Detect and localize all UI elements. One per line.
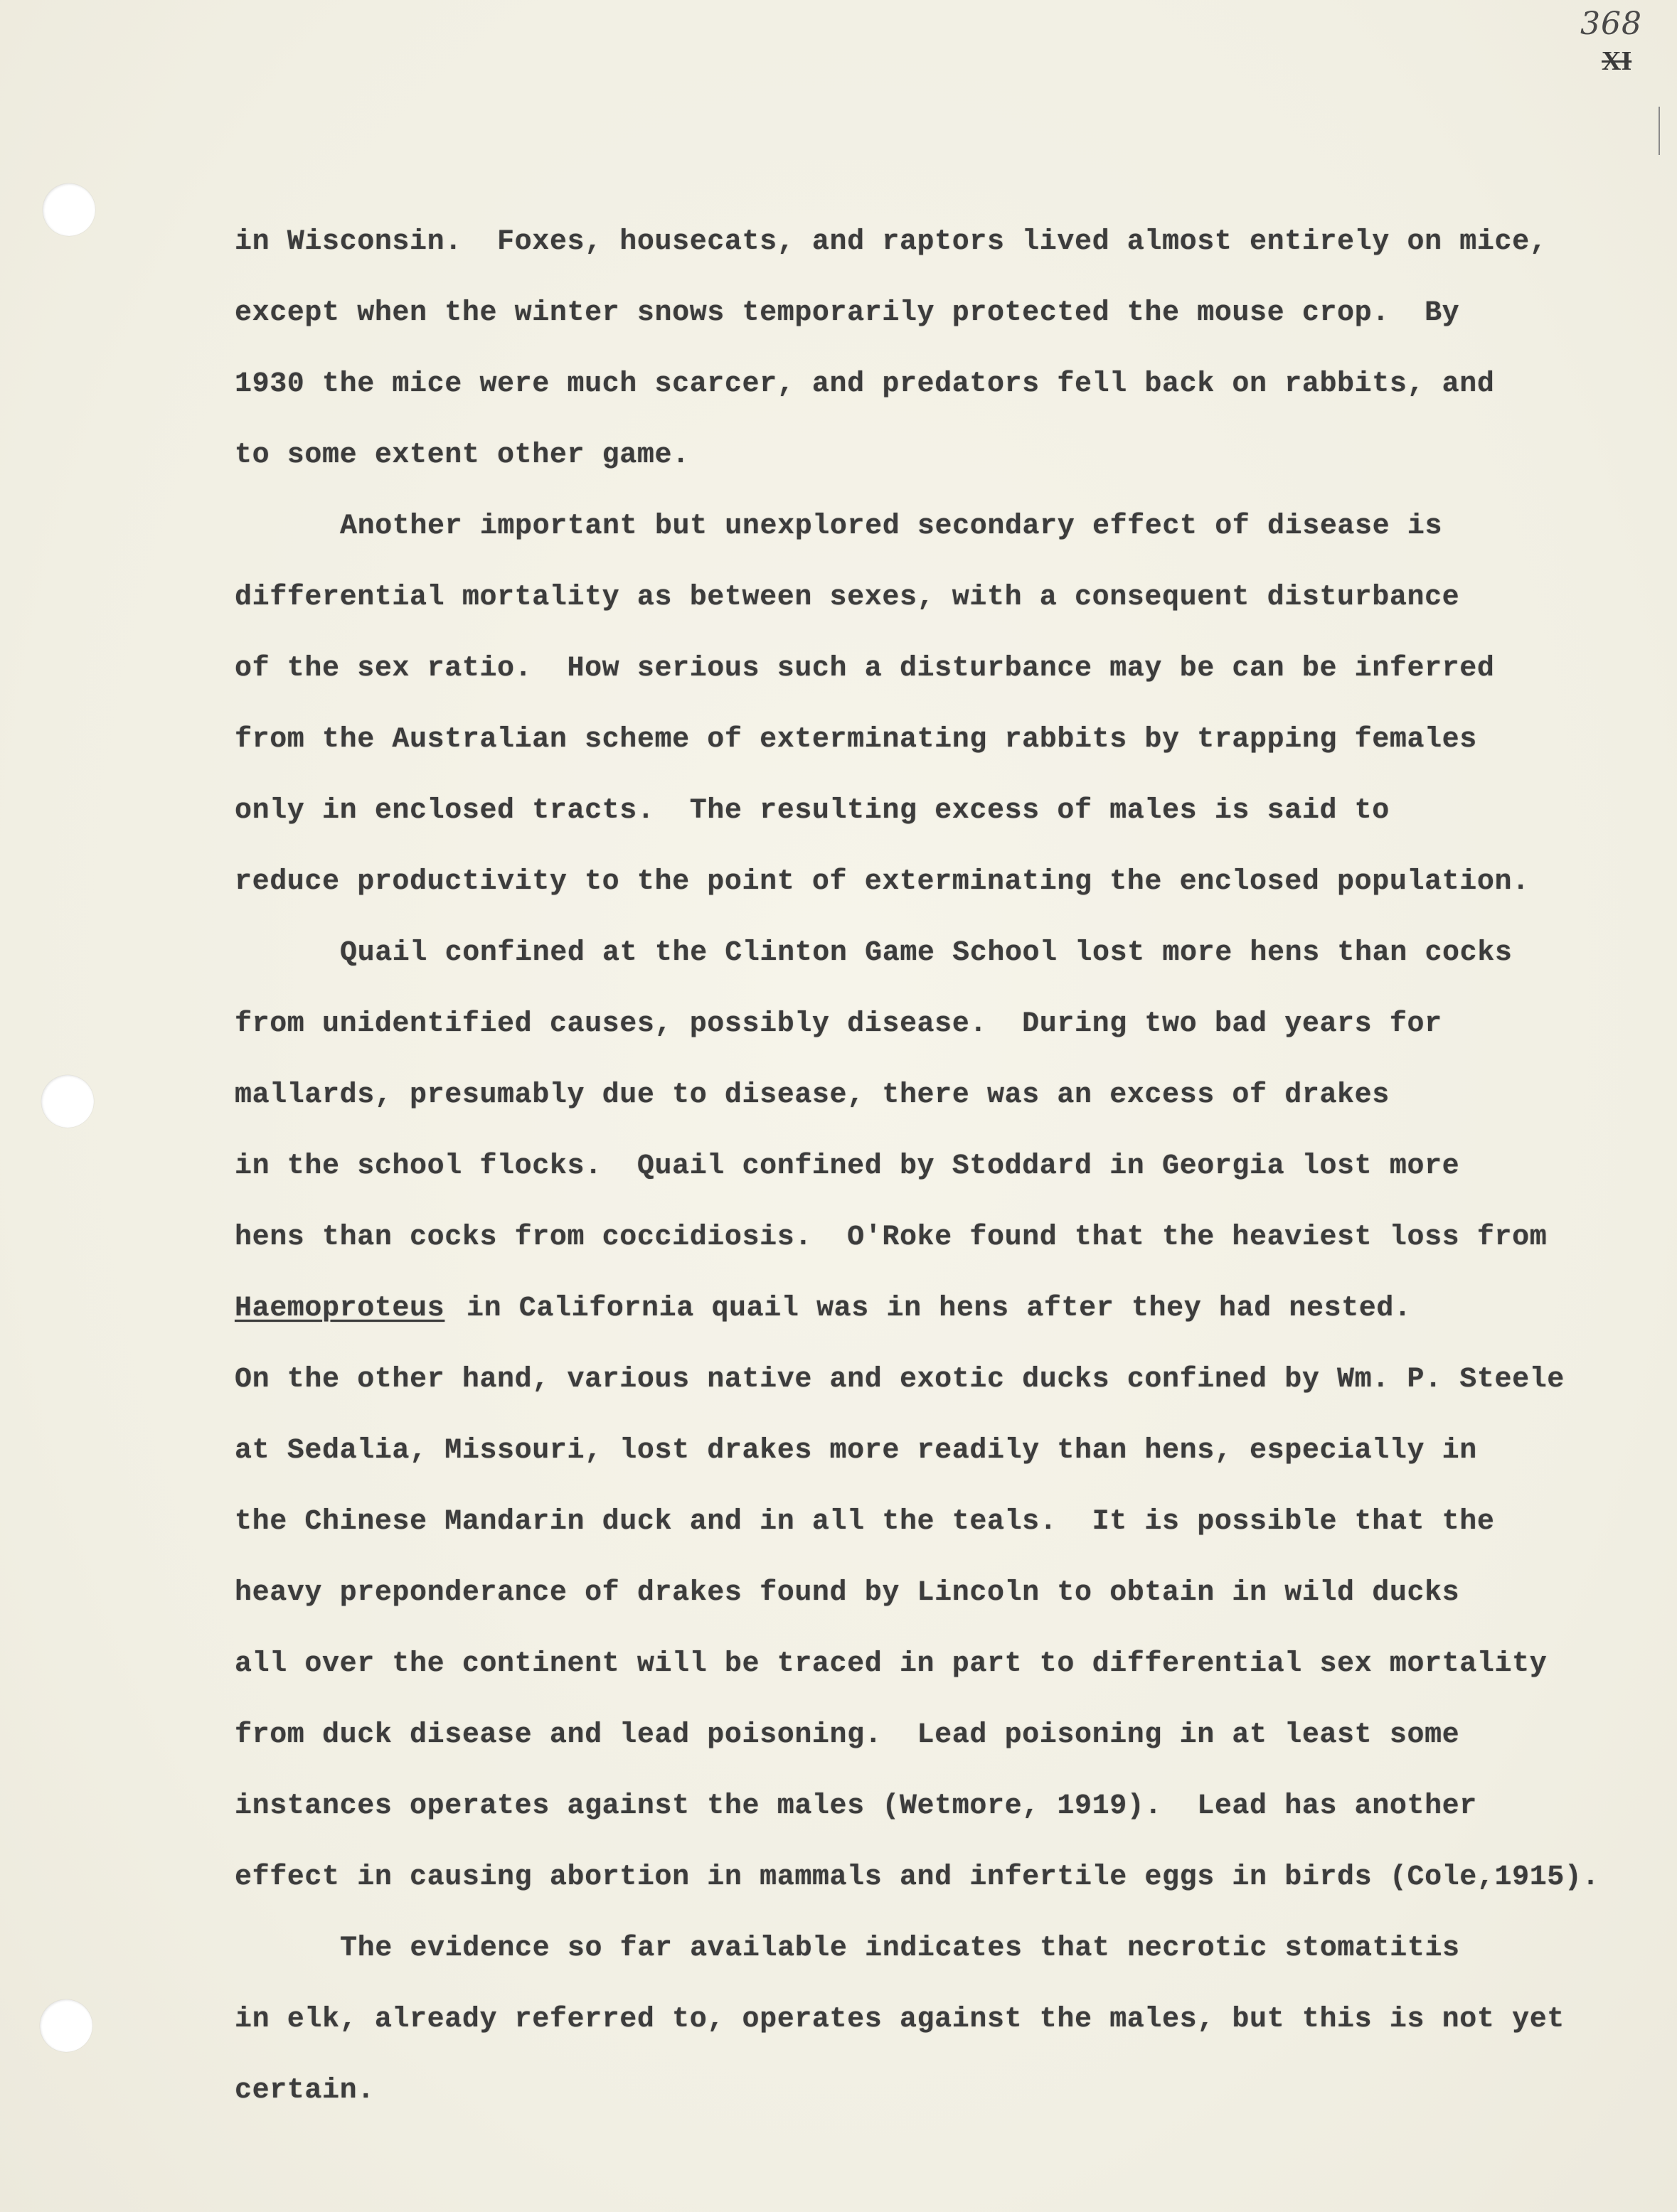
page-number: 368 bbox=[1580, 6, 1642, 42]
text-line: differential mortality as between sexes, with a consequent disturbance bbox=[235, 582, 1460, 614]
paragraph-start-line: Another important but unexplored secondary effect of disease is bbox=[340, 511, 1443, 543]
text-line: the Chinese Mandarin duck and in all the teals. It is possible that the bbox=[235, 1506, 1495, 1538]
text-line: mallards, presumably due to disease, there was an excess of drakes bbox=[235, 1079, 1390, 1111]
section-mark: XI bbox=[1602, 46, 1632, 76]
text-line: heavy preponderance of drakes found by Lincoln to obtain in wild ducks bbox=[235, 1577, 1460, 1609]
text-line: 1930 the mice were much scarcer, and predators fell back on rabbits, and bbox=[235, 368, 1495, 400]
paragraph-start-line: Quail confined at the Clinton Game School lost more hens than cocks bbox=[340, 937, 1513, 969]
text-line: instances operates against the males (Wetmore, 1919). Lead has another bbox=[235, 1790, 1477, 1822]
text-line: from the Australian scheme of exterminating rabbits by trapping females bbox=[235, 724, 1477, 756]
text-line: from duck disease and lead poisoning. Lead poisoning in at least some bbox=[235, 1719, 1460, 1751]
text-line: in Wisconsin. Foxes, housecats, and raptors lived almost entirely on mice, bbox=[235, 226, 1548, 258]
text-line: of the sex ratio. How serious such a disturbance may be can be inferred bbox=[235, 653, 1495, 685]
paragraph-start-line: The evidence so far available indicates that necrotic stomatitis bbox=[340, 1933, 1460, 1965]
text-line: hens than cocks from coccidiosis. O'Roke found that the heaviest loss from bbox=[235, 1222, 1548, 1254]
text-line: in elk, already referred to, operates against the males, but this is not yet bbox=[235, 2004, 1565, 2036]
text-line: in California quail was in hens after they had nested. bbox=[467, 1293, 1412, 1325]
text-line: at Sedalia, Missouri, lost drakes more readily than hens, especially in bbox=[235, 1435, 1477, 1467]
text-line: to some extent other game. bbox=[235, 439, 690, 471]
text-line: On the other hand, various native and exotic ducks confined by Wm. P. Steele bbox=[235, 1364, 1565, 1396]
text-line: reduce productivity to the point of exterminating the enclosed population. bbox=[235, 866, 1530, 898]
text-line: in the school flocks. Quail confined by Stoddard in Georgia lost more bbox=[235, 1150, 1460, 1182]
text-line: certain. bbox=[235, 2075, 375, 2107]
text-line: all over the continent will be traced in part to differential sex mortality bbox=[235, 1648, 1548, 1680]
text-line: effect in causing abortion in mammals and infertile eggs in birds (Cole,1915). bbox=[235, 1861, 1600, 1893]
underlined-genus-name: Haemoproteus bbox=[235, 1293, 445, 1325]
text-line: from unidentified causes, possibly disease. During two bad years for bbox=[235, 1008, 1442, 1040]
text-line: only in enclosed tracts. The resulting excess of males is said to bbox=[235, 795, 1390, 827]
text-line: except when the winter snows temporarily protected the mouse crop. By bbox=[235, 297, 1460, 329]
